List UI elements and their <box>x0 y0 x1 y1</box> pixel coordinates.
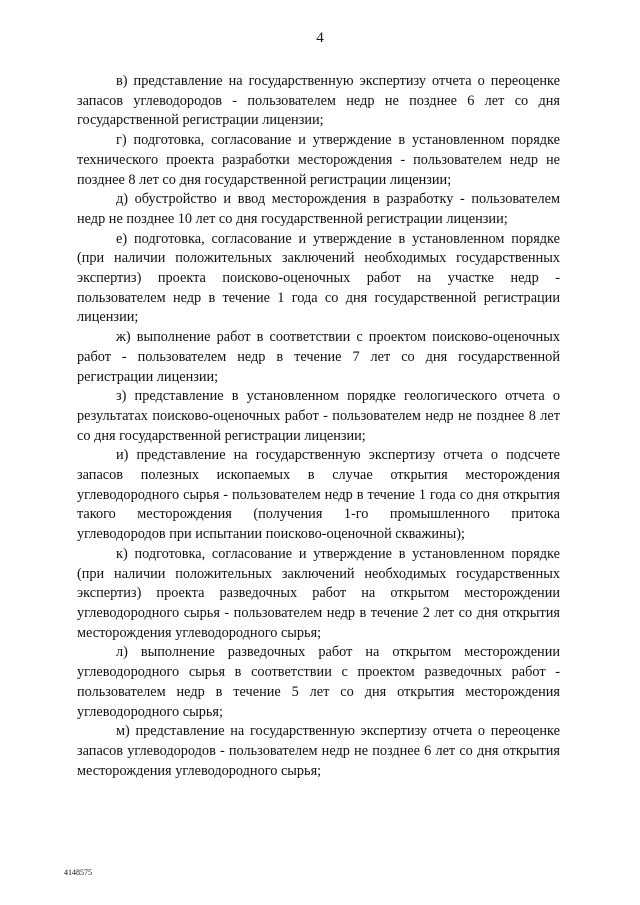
paragraph-m: м) представление на государственную экспертизу отчета о переоценке запасов углеводородов - пользователем недр не позднее 6 лет со дня открытия месторождения углеводородного сырья; <box>77 723 560 779</box>
paragraph-i: и) представление на государственную экспертизу отчета о подсчете запасов полезных ископаемых в случае открытия месторождения углеводородного сырья - пользователем недр в течение 1 года со дня открытия такого месторождения (получения 1-го промышленного притока углеводородов при испытании поисково-оценочной скважины); <box>77 447 560 543</box>
page-number: 4 <box>316 30 324 46</box>
paragraph-l: л) выполнение разведочных работ на открытом месторождении углеводородного сырья в соответствии с проектом разведочных работ - пользователем недр в течение 5 лет со дня открытия месторождения углеводородного сырья; <box>77 644 560 720</box>
paragraph-g: г) подготовка, согласование и утверждение в установленном порядке технического проекта разработки месторождения - пользователем недр не позднее 8 лет со дня государственной регистрации лицензии; <box>77 132 560 188</box>
paragraph-v: в) представление на государственную экспертизу отчета о переоценке запасов углеводородов - пользователем недр не позднее 6 лет со дня государственной регистрации лицензии; <box>77 73 560 129</box>
document-body <box>77 72 560 781</box>
document-code: 4148575 <box>64 868 92 877</box>
paragraph-e: е) подготовка, согласование и утверждение в установленном порядке (при наличии положительных заключений необходимых государственных экспертиз) проекта поисково-оценочных работ на участке недр - пользователем недр в течение 1 года со дня государственной регистрации лицензии; <box>77 230 560 326</box>
paragraph-d: д) обустройство и ввод месторождения в разработку - пользователем недр не позднее 10 лет со дня государственной регистрации лицензии; <box>77 191 560 227</box>
paragraph-k: к) подготовка, согласование и утверждение в установленном порядке (при наличии положительных заключений необходимых государственных экспертиз) проекта разведочных работ на открытом месторождении углеводородного сырья - пользователем недр в течение 2 лет со дня открытия месторождения углеводородного сырья; <box>77 545 560 641</box>
paragraph-zh: ж) выполнение работ в соответствии с проектом поисково-оценочных работ - пользователем недр в течение 7 лет со дня государственной регистрации лицензии; <box>77 329 560 385</box>
paragraph-z: з) представление в установленном порядке геологического отчета о результатах поисково-оценочных работ - пользователем недр не позднее 8 лет со дня государственной регистрации лицензии; <box>77 388 560 444</box>
